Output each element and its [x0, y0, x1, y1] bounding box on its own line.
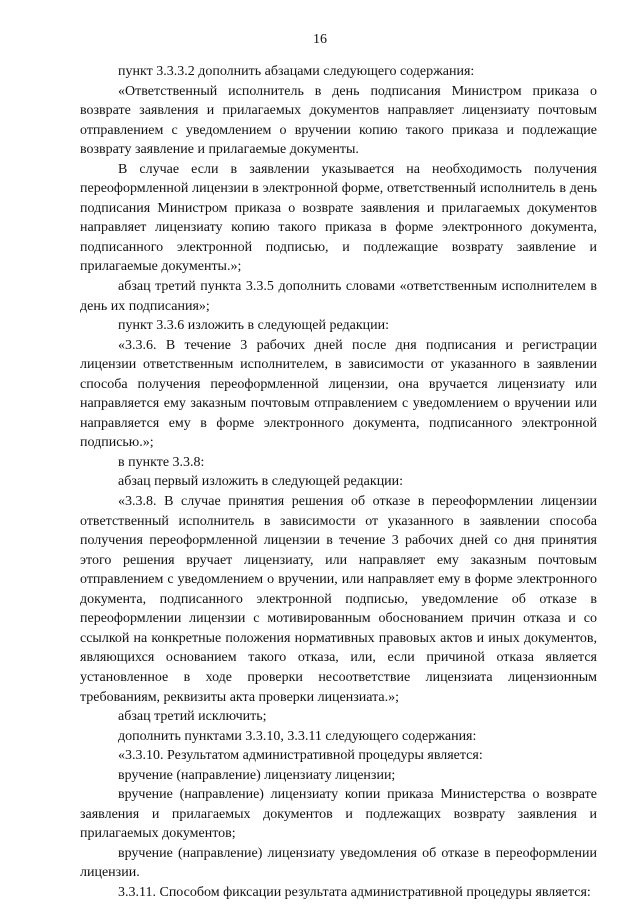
paragraph: «Ответственный исполнитель в день подписания Министром приказа о возврате заявления и прилагаемых документов направляет лицензиату почтовым отправлением с уведомлением о вручении копию такого приказа и подлежащие возврату заявление и прилагаемые документы. [80, 83, 597, 158]
paragraph: «3.3.10. Результатом административной процедуры является: [118, 748, 483, 764]
paragraph: пункт 3.3.6 изложить в следующей редакции: [118, 318, 389, 334]
paragraph: «3.3.6. В течение 3 рабочих дней после дня подписания и регистрации лицензии ответственным исполнителем, в зависимости от указанного в заявлении способа получения переоформленной лицензии, она вручается лицензиату или направляется ему заказным почтовым отправлением с уведомлением о вручении или направляется ему в форме электронного документа, подписанного электронной подписью.»; [80, 337, 597, 451]
paragraph: вручение (направление) лицензиату копии приказа Министерства о возврате заявления и прилагаемых документов и подлежащих возврату заявления и прилагаемых документов; [80, 787, 597, 842]
paragraph: В случае если в заявлении указывается на необходимость получения переоформленной лицензии в электронной форме, ответственный исполнитель в день подписания Министром приказа о возврате заявления и прилагаемых документов направляет лицензиату копию такого приказа в форме электронного документа, подписанного электронной подписью, и подлежащие возврату заявление и прилагаемые документы.»; [80, 161, 597, 275]
page-number: 16 [313, 32, 327, 47]
paragraph: абзац третий пункта 3.3.5 дополнить словами «ответственным исполнителем в день их подписания»; [80, 279, 597, 314]
paragraph: вручение (направление) лицензиату уведомления об отказе в переоформлении лицензии. [80, 845, 597, 881]
paragraph: абзац третий исключить; [118, 709, 267, 725]
paragraph: абзац первый изложить в следующей редакции: [118, 474, 404, 490]
document-body [80, 62, 597, 903]
paragraph: вручение (направление) лицензиату лицензии; [118, 767, 396, 783]
paragraph: пункт 3.3.3.2 дополнить абзацами следующего содержания: [118, 64, 475, 79]
paragraph: «3.3.8. В случае принятия решения об отказе в переоформлении лицензии ответственный исполнитель в зависимости от указанного в заявлении способа получения переоформленной лицензии в течение 3 рабочих дней со дня принятия этого решения вручает лицензиату, или направляет ему заказным почтовым отправлением с уведомлением о вручении, или направляет ему в форме электронного документа, подписанного электронной подписью, уведомление об отказе в переоформлении лицензии с мотивированным обоснованием причин отказа и со ссылкой на конкретные положения нормативных правовых актов и иных документов, являющихся основанием такого отказа, или, если причиной отказа является установленное в ходе проверки несоответствие лицензиата лицензионным требованиям, реквизиты акта проверки лицензиата.»; [80, 494, 597, 705]
paragraph: 3.3.11. Способом фиксации результата административной процедуры является: [118, 884, 591, 900]
paragraph: в пункте 3.3.8: [118, 454, 205, 470]
paragraph: дополнить пунктами 3.3.10, 3.3.11 следующего содержания: [118, 728, 477, 744]
